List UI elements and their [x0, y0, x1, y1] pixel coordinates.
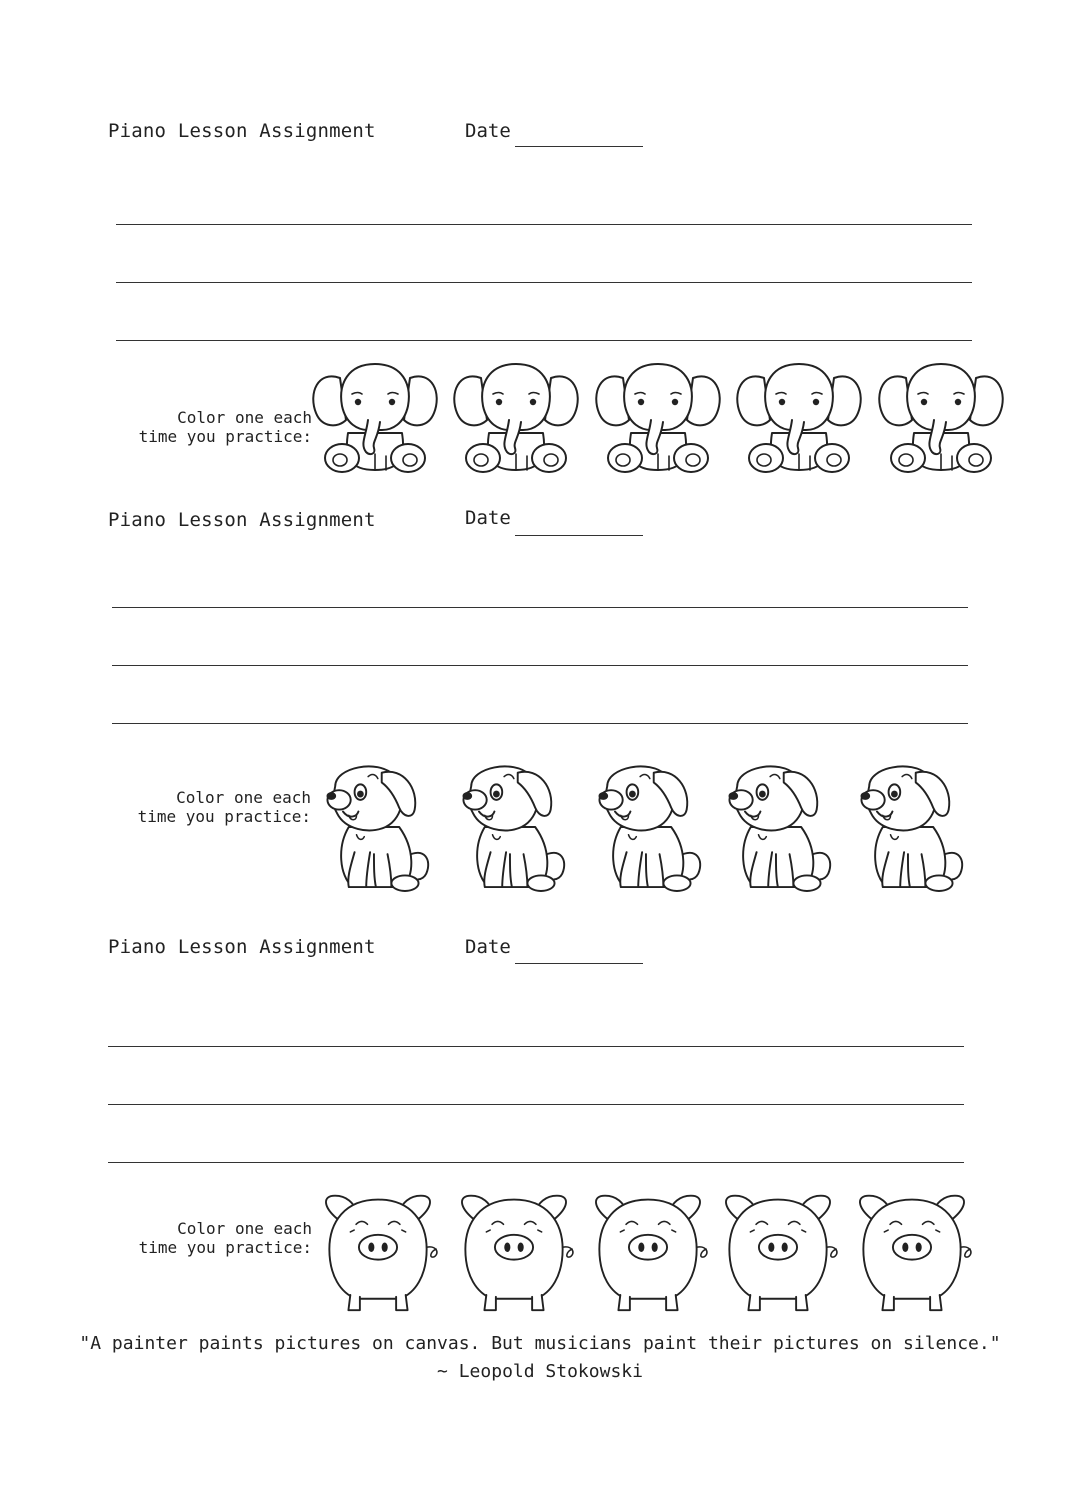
date-blank[interactable] [515, 146, 643, 147]
assignment-line-1[interactable] [116, 224, 972, 225]
assignment-title: Piano Lesson Assignment [108, 936, 376, 958]
quote-author: ~ Leopold Stokowski [437, 1361, 643, 1382]
assignment-line-1[interactable] [108, 1046, 964, 1047]
pig-icon[interactable] [586, 1190, 710, 1314]
practice-label-line-1: Color one each [176, 788, 311, 807]
puppy-icon[interactable] [582, 758, 708, 896]
puppy-icon[interactable] [712, 758, 838, 896]
puppy-icon[interactable] [844, 758, 970, 896]
date-label: Date [465, 120, 511, 142]
practice-instructions [92, 1219, 312, 1257]
practice-label-line-2: time you practice: [138, 1238, 312, 1257]
assignment-line-2[interactable] [108, 1104, 964, 1105]
practice-label-line-1: Color one each [177, 1219, 312, 1238]
practice-label-line-1: Color one each [177, 408, 312, 427]
assignment-line-1[interactable] [112, 607, 968, 608]
date-label: Date [465, 507, 511, 529]
elephant-icon[interactable] [876, 358, 1006, 478]
quote-text: "A painter paints pictures on canvas. But musicians paint their pictures on silence." [79, 1333, 1001, 1354]
elephant-icon[interactable] [310, 358, 440, 478]
date-label: Date [465, 936, 511, 958]
practice-instructions [91, 788, 311, 826]
practice-instructions [92, 408, 312, 446]
pig-icon[interactable] [850, 1190, 974, 1314]
assignment-title: Piano Lesson Assignment [108, 120, 376, 142]
puppy-icon[interactable] [446, 758, 572, 896]
pig-icon[interactable] [716, 1190, 840, 1314]
assignment-line-2[interactable] [112, 665, 968, 666]
pig-icon[interactable] [316, 1190, 440, 1314]
assignment-line-3[interactable] [108, 1162, 964, 1163]
pig-icon[interactable] [452, 1190, 576, 1314]
elephant-icon[interactable] [734, 358, 864, 478]
practice-label-line-2: time you practice: [137, 807, 311, 826]
puppy-icon[interactable] [310, 758, 436, 896]
elephant-icon[interactable] [451, 358, 581, 478]
assignment-line-2[interactable] [116, 282, 972, 283]
assignment-line-3[interactable] [112, 723, 968, 724]
assignment-title: Piano Lesson Assignment [108, 509, 376, 531]
assignment-line-3[interactable] [116, 340, 972, 341]
elephant-icon[interactable] [593, 358, 723, 478]
date-blank[interactable] [515, 535, 643, 536]
practice-label-line-2: time you practice: [138, 427, 312, 446]
date-blank[interactable] [515, 963, 643, 964]
